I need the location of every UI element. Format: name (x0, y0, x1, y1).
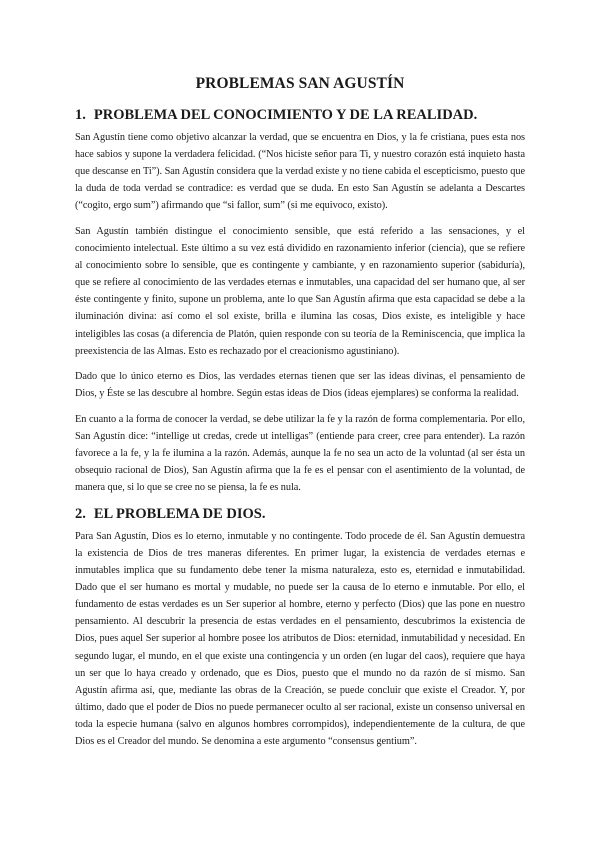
section-number: 2. (75, 505, 86, 522)
paragraph: En cuanto a la forma de conocer la verdad, se debe utilizar la fe y la razón de forma complementaria. Por ello, San Agustín dice: “intellige ut credas, crede ut intelligas” (entiende para creer, cree para entender). La razón favorece a la fe, y la fe ilumina a la razón. Además, aunque la fe no sea un acto de la voluntad (al ser ésta un obsequio racional de Dios), San Agustín afirma que la fe es el pensar con el asentimiento de la voluntad, de manera que, si lo que se cree no se piensa, la fe es nula. (75, 413, 525, 494)
section-title: PROBLEMA DEL CONOCIMIENTO Y DE LA REALIDAD. (93, 107, 478, 123)
section-knowledge (75, 106, 525, 496)
section-heading (75, 106, 525, 124)
paragraph: Para San Agustín, Dios es lo eterno, inmutable y no contingente. Todo procede de él. San Agustín demuestra la existencia de Dios de tres maneras diferentes. En primer lugar, la existencia de verdades eternas e inmutables implica que su fundamento debe tener la misma naturaleza, esto es, eternidad e inmutabilidad. Dado que el ser humano es mortal y mudable, no puede ser la causa de lo eterno e inmutable. Por ello, el fundamento de estas verdades es un Ser superior al hombre, eterno y perfecto (Dios) que las pone en nuestro pensamiento. Al descubrir la presencia de estas verdades en el pensamiento, descubrimos la existencia de Dios, pues aquel Ser superior al hombre posee los atributos de Dios: eternidad, inmutabilidad y necesidad. En segundo lugar, el mundo, en el que existe una contingencia y un orden (en lugar del caos), requiere que haya un ser que lo haya creado y ordenado, que es Dios, puesto que el mundo no da razón de sí mismo. San Agustín afirma así, que, mediante las obras de la Creación, se puede concluir que existe el Creador. Y, por último, dado que el poder de Dios no puede permanecer oculto al ser racional, existe un consenso universal en toda la especie humana (salvo en algunos hombres corrompidos), independientemente de la cultura, de que Dios es el Creador del mundo. Se denomina a este argumento “consensus gentium”. (75, 530, 525, 747)
section-title: EL PROBLEMA DE DIOS. (93, 505, 266, 522)
paragraph: Dado que lo único eterno es Dios, las verdades eternas tienen que ser las ideas divinas, el pensamiento de Dios, y Éste se las descubre al hombre. Según estas ideas de Dios (ideas ejemplares) se conforma la realidad. (75, 371, 525, 400)
paragraph: San Agustín tiene como objetivo alcanzar la verdad, que se encuentra en Dios, y la fe cristiana, pues esta nos hace sabios y supone la verdadera felicidad. (“Nos hiciste señor para Ti, y nuestro corazón está inquieto hasta que descanse en Ti”). San Agustín considera que la verdad existe y no tiene cabida el escepticismo, puesto que la duda de toda verdad se contradice: es verdad que se duda. En esto San Agustín se adelanta a Descartes (“cogito, ergo sum”) afirmando que “si fallor, sum” (si me equivoco, existo). (75, 132, 525, 212)
section-heading (75, 505, 525, 523)
page-title: PROBLEMAS SAN AGUSTÍN (195, 75, 405, 92)
paragraph: San Agustín también distingue el conocimiento sensible, que está referido a las sensaciones, y el conocimiento intelectual. Este último a su vez está dividido en razonamiento inferior (ciencia), que se refiere al conocimiento sobre lo sensible, que es contingente y cambiante, y en razonamiento superior (sabiduría), que se refiere al conocimiento de las verdades eternas e inmutables, una capacidad del ser humano que, al ser éste contingente y finito, supone un problema, ante lo que San Agustín afirma que esta capacidad se debe a la iluminación divina: así como el sol existe, brilla e ilumina las cosas, Dios existe, es inteligible y hace inteligibles las cosas (a diferencia de Platón, quien responde con su teoría de la Reminiscencia, que implica la preexistencia de las Almas. Esto es rechazado por el creacionismo agustiniano). (75, 225, 525, 357)
section-number: 1. (75, 107, 86, 123)
section-god (75, 505, 525, 750)
